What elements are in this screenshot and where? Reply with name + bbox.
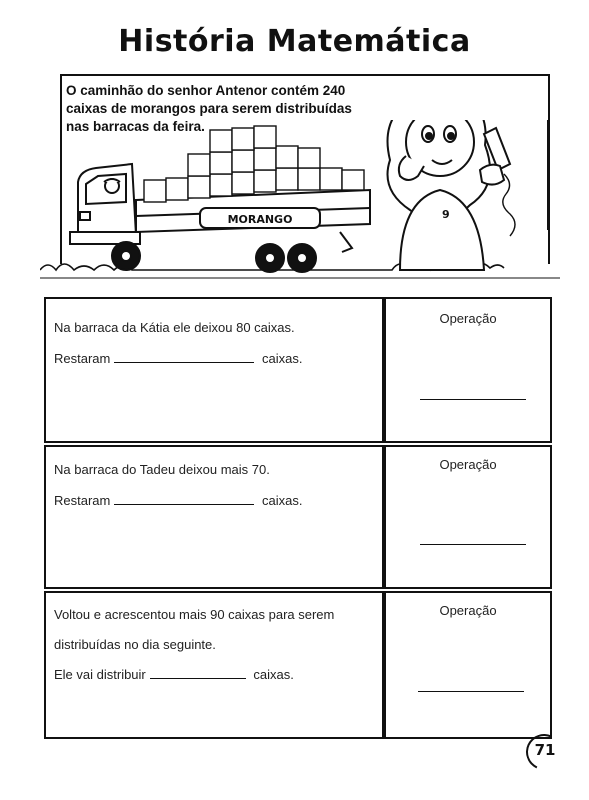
truck-sign-text: MORANGO [227,213,293,226]
operation-1-answer-line[interactable] [420,399,526,400]
question-2-suffix: caixas. [261,493,303,508]
page-title: História Matemática [118,24,471,59]
story-line-3: nas barracas da feira. [66,119,205,134]
truck-and-girl-illustration [40,120,560,290]
question-3-line-2: distribuídas no dia seguinte. [54,637,216,652]
story-line-2: caixas de morangos para serem distribuídas [66,101,352,116]
story-line-1: O caminhão do senhor Antenor contém 240 [66,83,346,98]
svg-text:9: 9 [442,208,450,221]
girl-on-phone [388,120,516,270]
truck [70,126,370,272]
question-3-line-1: Voltou e acrescentou mais 90 caixas para serem [54,607,335,622]
operation-2-answer-line[interactable] [420,544,526,545]
answer-2-blank[interactable] [114,492,254,505]
question-2-line-1: Na barraca do Tadeu deixou mais 70. [54,462,270,477]
operation-2-label: Operação [439,457,497,472]
question-3-prefix: Ele vai distribuir [54,667,146,682]
question-3-line-3 [54,666,294,682]
page-number: 71 [534,741,556,759]
question-2-prefix: Restaram [54,493,111,508]
question-1-suffix: caixas. [261,351,303,366]
answer-3-blank[interactable] [150,666,246,679]
operation-3-answer-line[interactable] [418,691,524,692]
question-1-box [44,297,384,443]
answer-1-blank[interactable] [114,350,254,363]
question-1-line-2 [54,350,302,366]
question-1-line-1: Na barraca da Kátia ele deixou 80 caixas. [54,320,295,335]
question-2-line-2 [54,492,302,508]
operation-1-label: Operação [439,311,497,326]
question-1-prefix: Restaram [54,351,111,366]
operation-3-label: Operação [439,603,497,618]
question-3-suffix: caixas. [253,667,294,682]
